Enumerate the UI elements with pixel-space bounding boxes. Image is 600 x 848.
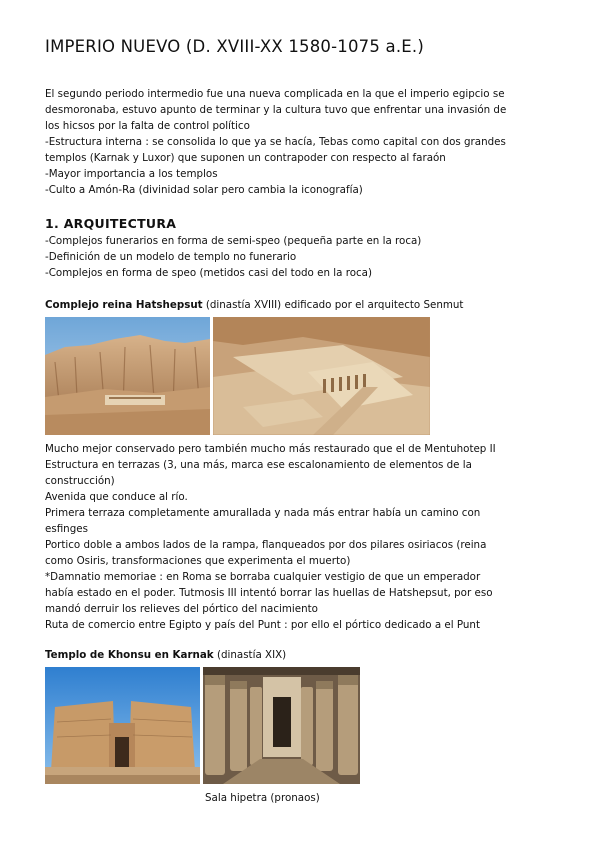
photo-caption: Sala hipetra (pronaos) <box>205 792 320 804</box>
caption-rest: (dinastía XIX) <box>213 649 287 661</box>
text-line: -Mayor importancia a los templos <box>45 168 218 180</box>
text-line: -Complejos en forma de speo (metidos casi del todo en la roca) <box>45 267 372 279</box>
text-line: construcción) <box>45 475 115 487</box>
text-line: -Estructura interna : se consolida lo que ya se hacía, Tebas como capital con dos grandes <box>45 136 506 148</box>
text-line: Estructura en terrazas (3, una más, marca ese escalonamiento de elementos de la <box>45 459 472 471</box>
text-line: como Osiris, transformaciones que experimenta el muerto) <box>45 555 351 567</box>
text-line: Mucho mejor conservado pero también mucho más restaurado que el de Mentuhotep II <box>45 443 496 455</box>
section-list <box>45 233 421 281</box>
photo-hatshepsut-cliffs <box>45 317 210 435</box>
text-line: Avenida que conduce al río. <box>45 491 188 503</box>
text-line: El segundo periodo intermedio fue una nueva complicada en la que el imperio egipcio se <box>45 88 505 100</box>
text-line: *Damnatio memoriae : en Roma se borraba cualquier vestigio de que un emperador <box>45 571 481 583</box>
khonsu-caption <box>45 647 286 663</box>
text-line: Portico doble a ambos lados de la rampa, flanqueados por dos pilares osiriacos (reina <box>45 539 487 551</box>
photo-hatshepsut-temple <box>213 317 430 435</box>
photo-khonsu-hall <box>203 667 360 784</box>
text-line: esfinges <box>45 523 88 535</box>
hatshepsut-caption <box>45 297 463 313</box>
text-line: Primera terraza completamente amurallada y nada más entrar había un camino con <box>45 507 481 519</box>
text-line: los hicsos por la falta de control político <box>45 120 250 132</box>
page-title: IMPERIO NUEVO (D. XVIII-XX 1580-1075 a.E.) <box>45 37 424 56</box>
photo-khonsu-pylon <box>45 667 200 784</box>
text-line: templos (Karnak y Luxor) que suponen un contrapoder con respecto al faraón <box>45 152 446 164</box>
text-line: -Culto a Amón-Ra (divinidad solar pero cambia la iconografía) <box>45 184 363 196</box>
caption-rest: (dinastía XVIII) edificado por el arquitecto Senmut <box>202 299 464 311</box>
caption-bold: Complejo reina Hatshepsut <box>45 299 203 311</box>
text-line: -Definición de un modelo de templo no funerario <box>45 251 297 263</box>
text-line: desmoronaba, estuvo apunto de terminar y la cultura tuvo que enfrentar una invasión de <box>45 104 507 116</box>
text-line: Ruta de comercio entre Egipto y país del Punt : por ello el pórtico dedicado a el Punt <box>45 619 480 631</box>
section-heading: 1. ARQUITECTURA <box>45 216 177 231</box>
text-line: -Complejos funerarios en forma de semi-speo (pequeña parte en la roca) <box>45 235 422 247</box>
text-line: había estado en el poder. Tutmosis III intentó borrar las huellas de Hatshepsut, por eso <box>45 587 493 599</box>
caption-bold: Templo de Khonsu en Karnak <box>45 649 214 661</box>
hatshepsut-notes <box>45 441 496 633</box>
intro-paragraph <box>45 86 506 198</box>
text-line: mandó derruir los relieves del pórtico del nacimiento <box>45 603 318 615</box>
